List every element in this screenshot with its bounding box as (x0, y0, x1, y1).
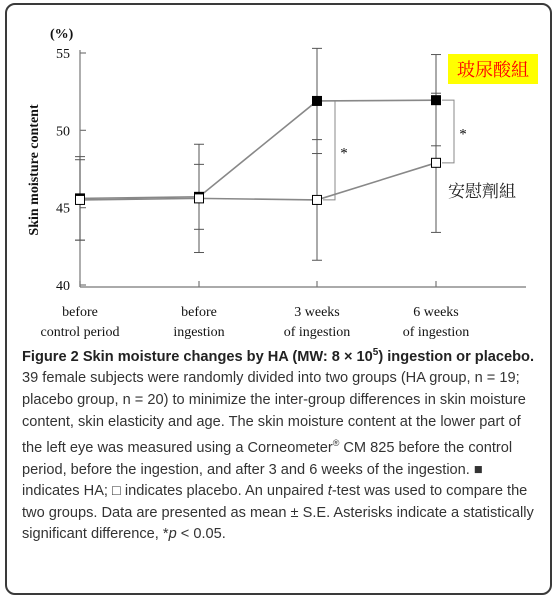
ha-group-label: 玻尿酸組 (448, 54, 538, 84)
caption-text-4: < 0.05. (180, 526, 226, 543)
significance-star: * (459, 126, 467, 143)
caption-title-part1: Skin moisture changes by HA (MW: 8 × 10 (82, 348, 373, 365)
x-tick-label: of ingestion (402, 325, 470, 340)
ha-marker (432, 96, 441, 105)
x-tick-label: 6 weeks (413, 305, 459, 320)
y-tick-label: 55 (56, 47, 70, 62)
caption-t-italic: t (327, 483, 332, 500)
series-line-ha (80, 100, 436, 198)
placebo-marker (195, 194, 204, 203)
x-tick-label: of ingestion (283, 325, 351, 340)
caption-reg: ® (332, 438, 340, 449)
y-tick-label: 40 (56, 279, 70, 294)
placebo-group-label: 安慰劑組 (448, 182, 516, 202)
y-ticks (56, 47, 86, 294)
error-bars (75, 48, 441, 260)
y-axis-label: Skin moisture content (27, 104, 42, 236)
caption-title-part2: ) ingestion or placebo. (378, 348, 535, 365)
x-tick-label: ingestion (173, 325, 225, 340)
series-line-placebo (80, 163, 436, 200)
y-unit-label: (%) (50, 27, 74, 42)
caption-title-sup: 5 (372, 347, 379, 358)
x-tick-label: before (62, 305, 98, 320)
x-ticks (41, 281, 470, 340)
caption-text-2: CM 825 before the control period, before the ingestion, and after 3 and 6 weeks of the ingestion. ■ indicates HA; □ indicates placebo. An unpaired (22, 440, 513, 500)
significance-bracket (323, 101, 335, 200)
ha-marker (313, 96, 322, 105)
caption-text-3: -test was used to compare the two groups. Data are presented as mean ± S.E. Asterisks indicate a statistically significant difference, * (22, 483, 534, 543)
x-tick-label: before (181, 305, 217, 320)
axes (80, 50, 526, 287)
figure-label: Figure 2 (22, 348, 79, 365)
figure-caption (22, 342, 540, 546)
x-tick-label: control period (40, 325, 120, 340)
placebo-marker (76, 195, 85, 204)
caption-p-italic: p (168, 526, 177, 543)
significance-star: * (340, 145, 348, 162)
significance-brackets (323, 100, 467, 200)
caption-text-1: 39 female subjects were randomly divided into two groups (HA group, n = 19; placebo group, n = 20) to minimize the inter-group differences in skin moisture content, skin elasticity and age. The skin moisture content at the lower part of the left eye was measured using a Corneometer (22, 370, 526, 457)
x-tick-label: 3 weeks (294, 305, 340, 320)
y-tick-label: 50 (56, 124, 70, 140)
significance-bracket (442, 100, 454, 163)
placebo-marker (432, 158, 441, 167)
placebo-marker (313, 195, 322, 204)
y-tick-label: 45 (56, 201, 70, 217)
data-markers (76, 96, 441, 205)
series-lines (80, 100, 436, 200)
